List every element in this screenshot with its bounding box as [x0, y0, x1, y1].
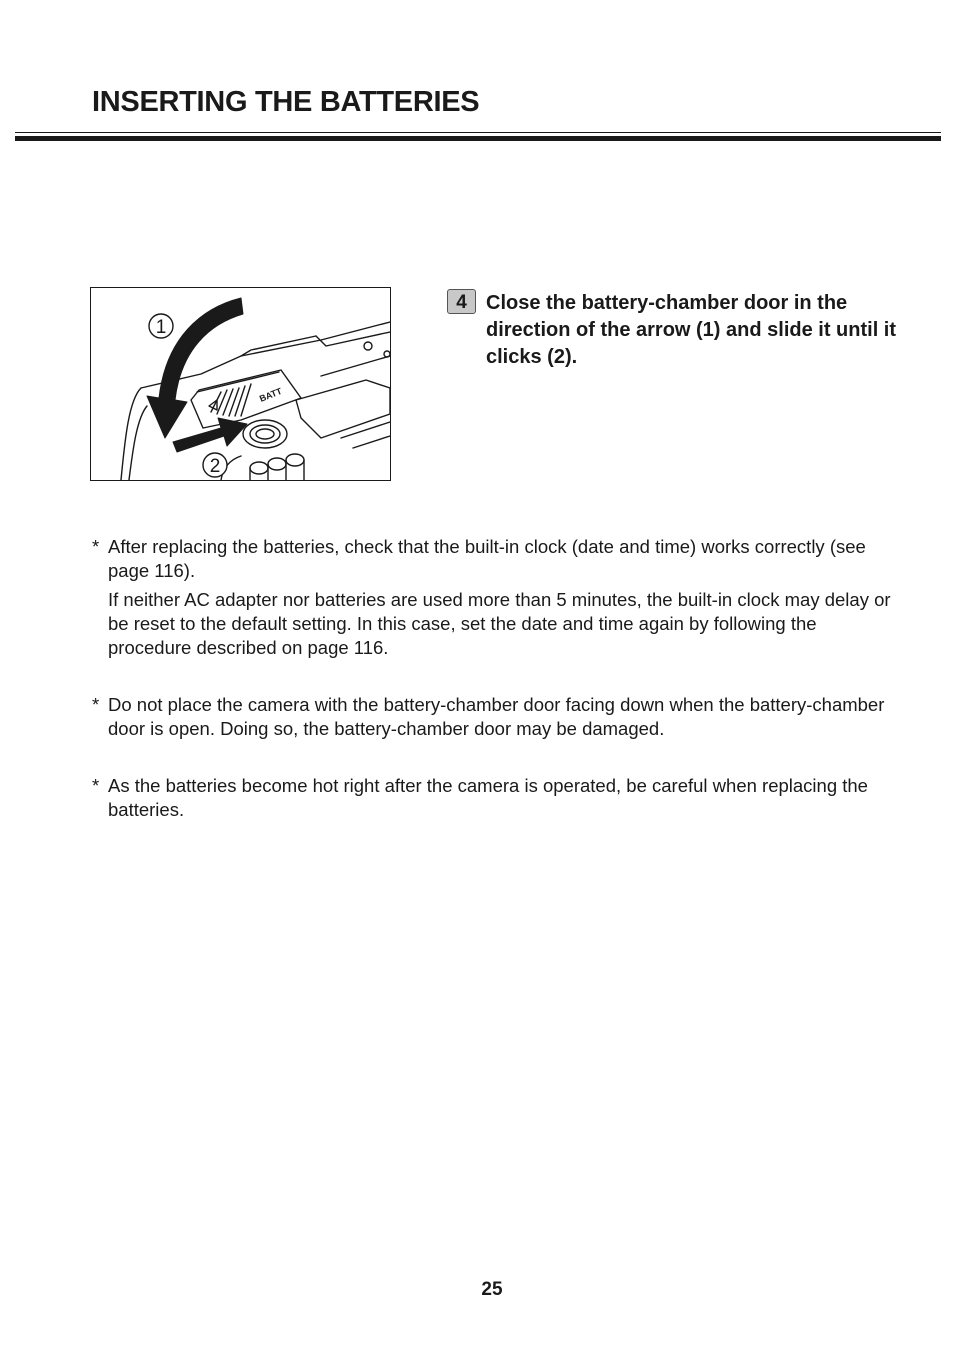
battery-door-illustration [90, 287, 391, 481]
note-marker: * [92, 536, 100, 557]
callout-2-label: 2 [209, 456, 221, 477]
note-item [92, 774, 892, 822]
header-rule-thick [15, 136, 941, 141]
page-title: INSERTING THE BATTERIES [92, 86, 480, 118]
door-label: BATT [258, 385, 284, 404]
callout-1-label: 1 [155, 317, 167, 338]
note-paragraph: After replacing the batteries, check that the built-in clock (date and time) works correctly (see page 116). [108, 536, 866, 581]
note-item [92, 693, 892, 741]
step-number-badge: 4 [447, 289, 476, 314]
page-number: 25 [481, 1279, 503, 1300]
note-marker: * [92, 694, 100, 715]
note-paragraph: As the batteries become hot right after the camera is operated, be careful when replacing the batteries. [108, 775, 868, 820]
note-marker: * [92, 775, 100, 796]
step-instruction: Close the battery-chamber door in the direction of the arrow (1) and slide it until it clicks (2). [486, 292, 897, 368]
note-item [92, 535, 892, 660]
note-paragraph: If neither AC adapter nor batteries are used more than 5 minutes, the built-in clock may delay or be reset to the default setting. In this case, set the date and time again by following the procedure described on page 116. [108, 589, 891, 658]
note-paragraph: Do not place the camera with the battery-chamber door facing down when the battery-chamber door is open. Doing so, the battery-chamber door may be damaged. [108, 694, 885, 739]
header-rule-thin [15, 132, 941, 133]
